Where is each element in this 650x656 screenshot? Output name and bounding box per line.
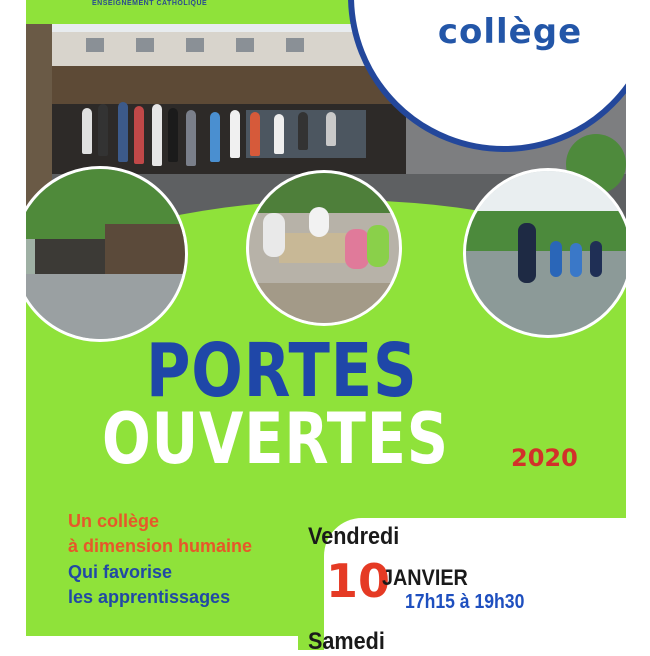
building-window bbox=[286, 38, 304, 52]
day1-hours: 17h15 à 19h30 bbox=[405, 591, 525, 613]
student-figure bbox=[230, 110, 240, 158]
bottom-strip bbox=[26, 636, 298, 650]
student-figure bbox=[274, 114, 284, 154]
headline-year: 2020 bbox=[511, 444, 578, 472]
student-figure bbox=[118, 102, 128, 162]
poster bbox=[26, 0, 626, 650]
building-facade bbox=[35, 239, 105, 279]
student-figure bbox=[263, 213, 285, 257]
trees bbox=[249, 173, 399, 213]
wooden-building bbox=[105, 224, 185, 274]
day1-name: Vendredi bbox=[308, 523, 400, 550]
student-figure bbox=[309, 207, 329, 237]
day1-month: JANVIER bbox=[382, 565, 468, 590]
building-window bbox=[236, 38, 254, 52]
student-figure bbox=[210, 112, 220, 162]
trees bbox=[466, 211, 626, 251]
student-figure bbox=[345, 229, 369, 269]
tagline-4: les apprentissages bbox=[68, 587, 231, 607]
students-running-photo bbox=[463, 168, 626, 338]
headline-ouvertes: OUVERTES bbox=[102, 398, 449, 480]
tagline-1: Un collège bbox=[68, 511, 160, 531]
headline-portes: PORTES bbox=[146, 328, 418, 414]
tagline-2: à dimension humaine bbox=[68, 536, 253, 556]
student-figure bbox=[152, 104, 162, 166]
ground bbox=[249, 283, 399, 323]
day1-number: 10 bbox=[326, 554, 391, 608]
ground bbox=[466, 251, 626, 335]
building-window bbox=[186, 38, 204, 52]
building-window bbox=[136, 38, 154, 52]
student-figure bbox=[186, 110, 196, 166]
student-figure bbox=[298, 112, 308, 150]
student-figure bbox=[82, 108, 92, 154]
student-figure bbox=[590, 241, 602, 277]
student-figure bbox=[367, 225, 389, 267]
building-photo bbox=[26, 166, 188, 342]
student-figure bbox=[326, 112, 336, 146]
student-figure bbox=[168, 108, 178, 162]
running-student bbox=[518, 223, 536, 283]
student-figure bbox=[134, 106, 144, 164]
day2-name: Samedi bbox=[308, 628, 385, 655]
student-figure bbox=[250, 112, 260, 156]
building-window bbox=[86, 38, 104, 52]
tagline-3: Qui favorise bbox=[68, 562, 173, 582]
students-picnic-photo bbox=[246, 170, 402, 326]
logo-word: collège bbox=[437, 12, 583, 52]
network-label: ENSEIGNEMENT CATHOLIQUE bbox=[92, 0, 208, 7]
student-figure bbox=[570, 243, 582, 277]
student-figure bbox=[98, 104, 108, 156]
student-figure bbox=[550, 241, 562, 277]
